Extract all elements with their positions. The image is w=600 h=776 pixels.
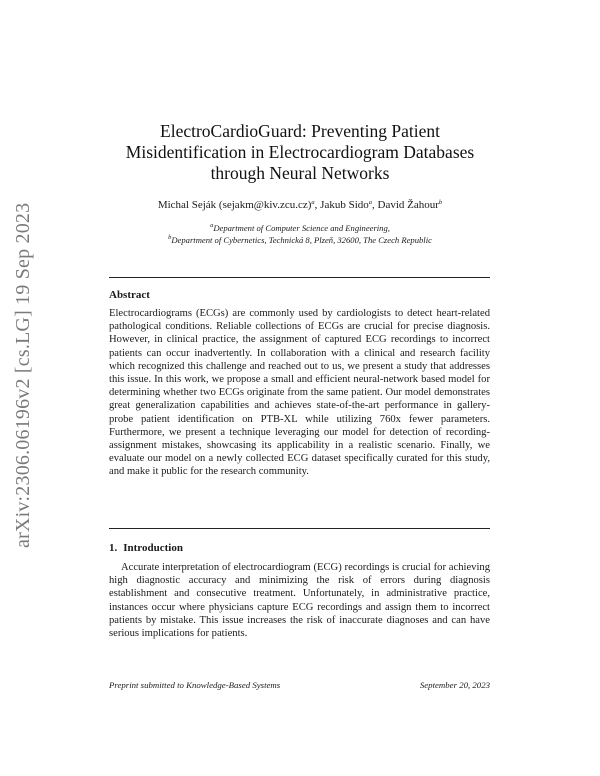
section-title: Introduction	[123, 542, 183, 554]
affiliation	[110, 234, 490, 246]
affiliation	[110, 222, 490, 234]
section-number: 1.	[109, 542, 118, 554]
affiliation-mark: a	[311, 199, 315, 206]
author-list: Michal Seják (sejakm@kiv.zcu.cz)$^a$, Jakub Sido$^a$, David Žahour$^b$	[157, 199, 443, 211]
footer-submission-note: Preprint submitted to Knowledge-Based Systems	[109, 680, 281, 690]
footer-date: September 20, 2023	[419, 680, 490, 690]
affiliation-mark: b	[168, 234, 172, 241]
author-name: Michal Seják (sejakm@kiv.zcu.cz)	[157, 199, 312, 211]
title-line: Misidentification in Electrocardiogram Databases	[125, 142, 475, 162]
affiliation-list	[110, 222, 490, 246]
abstract-bottom-rule	[109, 528, 490, 529]
affiliation-mark: b	[438, 199, 443, 206]
introduction-paragraph: Accurate interpretation of electrocardiogram (ECG) recordings is crucial for achieving high diagnostic accuracy and minimizing the risk of errors during diagnosis establishment and consecutive treatment. Unfortunately, in administrative practice, instances occur where physicians capture ECG recordings and assign them to incorrect patients by mistake. This issue increases the risk of inaccurate diagnoses and can have serious implications for patients.	[109, 562, 490, 640]
author-name: David Žahour	[377, 199, 439, 211]
affiliation-mark: a	[210, 222, 214, 229]
arxiv-identifier: arXiv:2306.06196v2 [cs.LG] 19 Sep 2023	[12, 202, 34, 548]
section-heading	[109, 542, 183, 554]
affiliation-text: Department of Computer Science and Engineering,	[213, 223, 390, 233]
author-name: Jakub Sido	[320, 199, 369, 211]
title-line: through Neural Networks	[210, 163, 390, 183]
abstract-text: Electrocardiograms (ECGs) are commonly used by cardiologists to detect heart-related pathological conditions. Reliable collections of ECGs are crucial for precise diagnosis. However, in clinical practice, the assignment of captured ECG recordings to incorrect patients can occur inadvertently. In collaboration with a clinical and research facility which recognized this challenge and reached out to us, we present a study that addresses this issue. In this work, we propose a small and efficient neural-network based model for determining whether two ECGs originate from the same patient. Our model demonstrates great generalization capabilities and achieves state-of-the-art performance in gallery-probe patient identification on PTB-XL while utilizing 760x fewer parameters. Furthermore, we present a technique leveraging our model for detection of recording-assignment mistakes, showcasing its applicability in a realistic scenario. Finally, we evaluate our model on a newly collected ECG dataset specifically curated for this study, and make it public for the research community.	[109, 308, 490, 478]
abstract-heading: Abstract	[109, 289, 150, 301]
abstract-top-rule	[109, 277, 490, 278]
title-line: ElectroCardioGuard: Preventing Patient	[160, 121, 440, 141]
paper-title	[110, 121, 490, 184]
affiliation-text: Department of Cybernetics, Technická 8, Plzeň, 32600, The Czech Republic	[171, 235, 432, 245]
affiliation-mark: a	[368, 199, 373, 206]
